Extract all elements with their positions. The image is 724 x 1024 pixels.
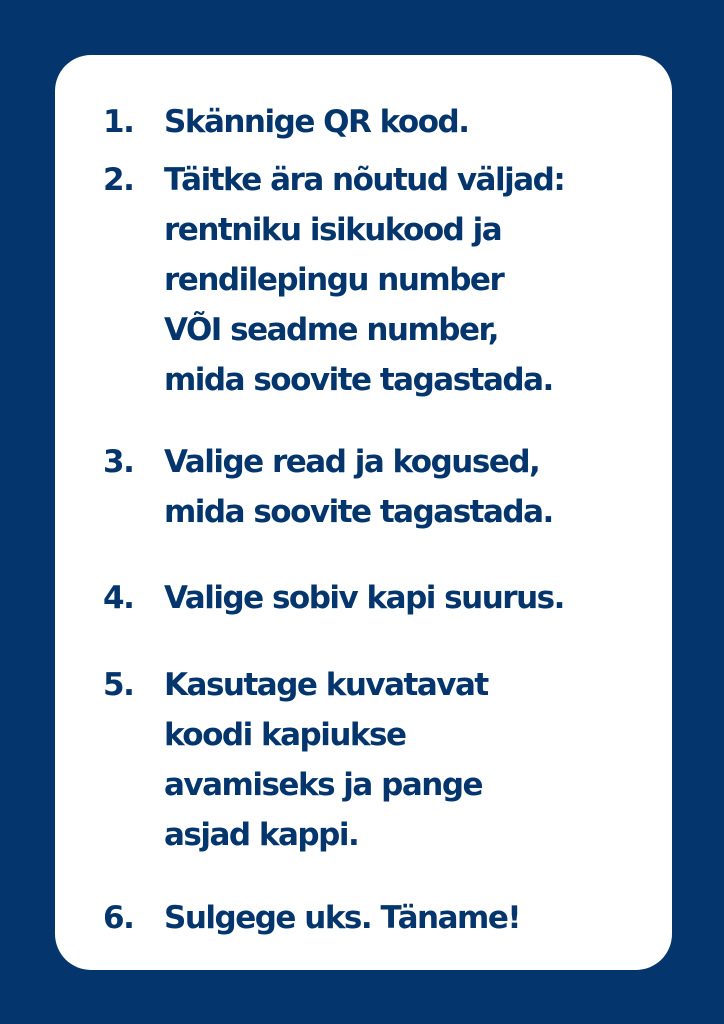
- step-line: Sulgege uks. Täname!: [164, 900, 520, 936]
- step-number: 6.: [103, 900, 134, 936]
- step-line: Valige read ja kogused,: [164, 444, 540, 480]
- step-text: [164, 437, 664, 537]
- step-number: 1.: [103, 104, 134, 140]
- step-number: 5.: [103, 667, 134, 703]
- step-number: 4.: [103, 580, 134, 616]
- step-line: mida soovite tagastada.: [164, 494, 553, 530]
- step-number: 3.: [103, 444, 134, 480]
- step-text: [164, 155, 664, 405]
- step-text: [164, 97, 664, 147]
- step-number: 2.: [103, 162, 134, 198]
- step-line: mida soovite tagastada.: [164, 362, 553, 398]
- instruction-card: [55, 55, 672, 970]
- step-line: Kasutage kuvatavat: [164, 667, 488, 703]
- step-line: Skännige QR kood.: [164, 104, 469, 140]
- step-line: avamiseks ja pange: [164, 767, 483, 803]
- step-line: VÕI seadme number,: [164, 312, 498, 348]
- step-line: Valige sobiv kapi suurus.: [164, 580, 564, 616]
- step-line: rendilepingu number: [164, 262, 504, 298]
- step-line: rentniku isikukood ja: [164, 212, 502, 248]
- step-text: [164, 573, 664, 623]
- step-text: [164, 660, 664, 860]
- step-line: asjad kappi.: [164, 817, 359, 853]
- step-text: [164, 893, 664, 943]
- step-line: Täitke ära nõutud väljad:: [164, 162, 565, 198]
- step-line: koodi kapiukse: [164, 717, 406, 753]
